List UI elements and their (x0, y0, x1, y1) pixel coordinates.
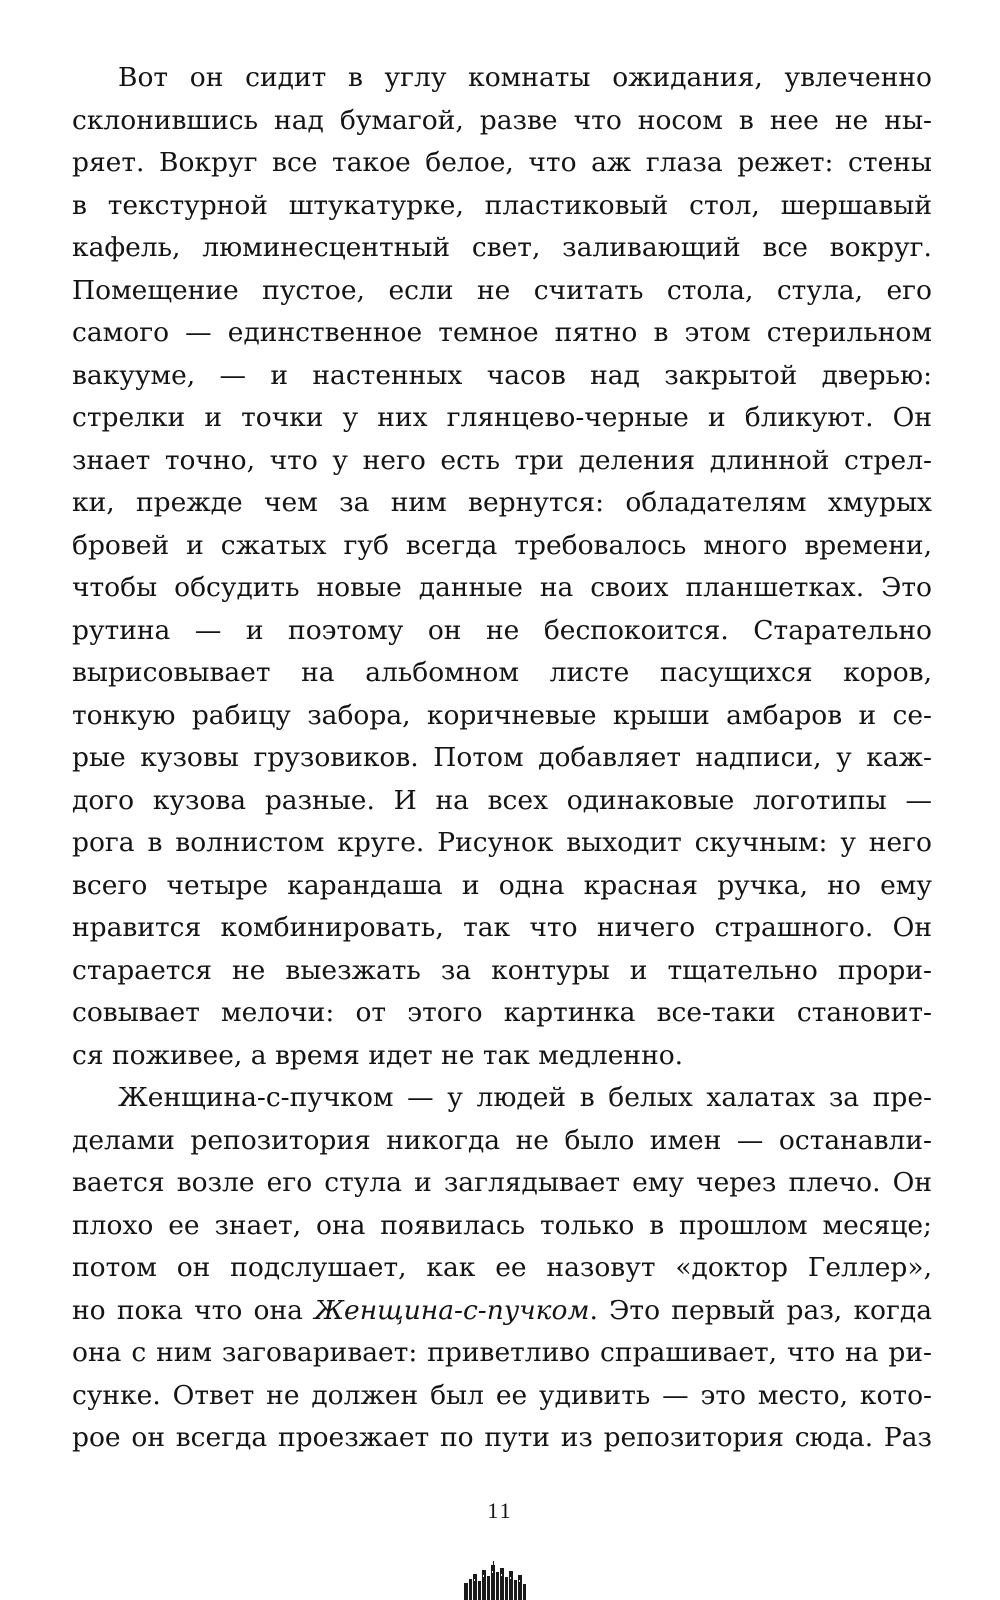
text-line: она с ним заговаривает: приветливо спрашивает, что на ри- (72, 1337, 932, 1368)
text-line: плохо ее знает, она появилась только в прошлом месяце; (72, 1209, 932, 1241)
text-line: Женщина-с-пучком — у людей в белых халатах за пре- (118, 1082, 932, 1113)
text-line: склонившись над бумагой, разве что носом в нее не ны- (72, 104, 932, 136)
text-line: рога в волнистом круге. Рисунок выходит скучным: у него (72, 827, 932, 858)
text-line: нравится комбинировать, так что ничего страшного. Он (72, 912, 932, 943)
page-number: 11 (487, 1498, 513, 1523)
text-line: всего четыре карандаша и одна красная ручка, но ему (72, 869, 932, 901)
text-line: знает точно, что у него есть три деления длинной стрел- (72, 444, 932, 476)
city-skyline-ornament-icon (462, 1559, 528, 1600)
text-line: ся поживее, а время идет не так медленно. (72, 1039, 684, 1071)
text-line: делами репозитория никогда не было имен — останавли- (72, 1124, 932, 1156)
text-line: Вот он сидит в углу комнаты ожидания, увлеченно (118, 62, 932, 93)
text-line: самого — единственное темное пятно в этом стерильном (72, 317, 932, 348)
text-line: рое он всегда проезжает по пути из репозитория сюда. Раз (72, 1422, 932, 1453)
text-line: вается возле его стула и заглядывает ему через плечо. Он (72, 1167, 932, 1198)
text-line (72, 1290, 932, 1333)
text-line: стрелки и точки у них глянцево-черные и бликуют. Он (72, 402, 932, 433)
text-line: кафель, люминесцентный свет, заливающий все вокруг. (72, 232, 932, 263)
text-line: бровей и сжатых губ всегда требовалось много времени, (72, 529, 932, 561)
text-line: рые кузовы грузовиков. Потом добавляет надписи, у каж- (72, 742, 932, 773)
text-line: дого кузова разные. И на всех одинаковые логотипы — (72, 784, 932, 816)
text-line: рутина — и поэтому он не беспокоится. Старательно (72, 614, 932, 646)
italic-name: Женщина-с-пучком (314, 1294, 590, 1326)
text-line: чтобы обсудить новые данные на своих планшетках. Это (72, 572, 932, 603)
text-line: ряет. Вокруг все такое белое, что аж глаза режет: стены (72, 147, 932, 178)
text-run: . Это первый раз, когда (589, 1294, 932, 1326)
text-line: совывает мелочи: от этого картинка все-таки становит- (72, 997, 932, 1028)
text-run: но пока что она (72, 1294, 315, 1326)
text-line: вырисовывает на альбомном листе пасущихся коров, (72, 657, 932, 688)
text-line: ки, прежде чем за ним вернутся: обладателям хмурых (72, 487, 932, 518)
text-line: потом он подслушает, как ее назовут «доктор Геллер», (72, 1252, 932, 1283)
text-line: вакууме, — и настенных часов над закрытой дверью: (72, 359, 932, 391)
paragraph (72, 57, 932, 1077)
paragraph (72, 1077, 932, 1460)
text-line: старается не выезжать за контуры и тщательно прори- (72, 954, 932, 986)
text-line: Помещение пустое, если не считать стола, стула, его (72, 274, 932, 306)
text-line: в текстурной штукатурке, пластиковый стол, шершавый (72, 189, 932, 221)
text-line: сунке. Ответ не должен был ее удивить — это место, кото- (72, 1379, 932, 1411)
text-line: тонкую рабицу забора, коричневые крыши амбаров и се- (72, 699, 932, 731)
page-text (72, 57, 932, 1460)
